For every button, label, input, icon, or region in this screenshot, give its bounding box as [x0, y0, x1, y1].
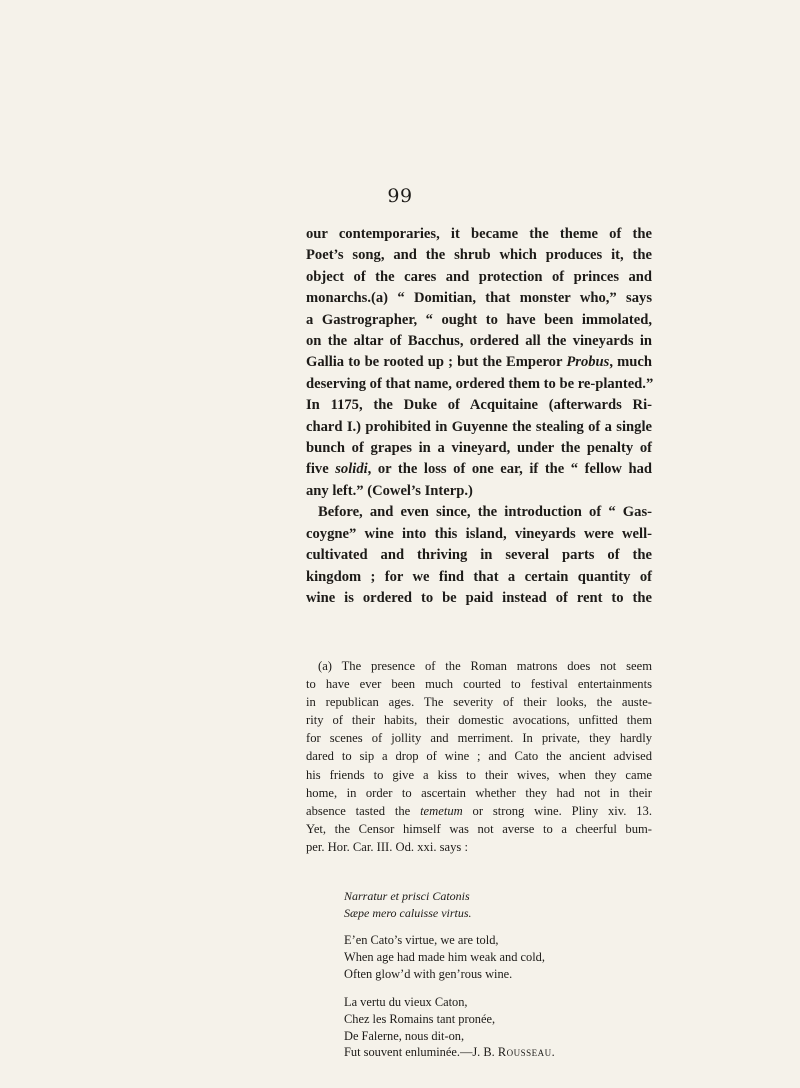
verse-line: When age had made him weak and cold,: [344, 949, 545, 964]
text-line: In 1175, the Duke of Acquitaine (afterwards Ri-: [306, 397, 652, 414]
verse-line: La vertu du vieux Caton,: [344, 995, 468, 1009]
verse-line: E’en Cato’s virtue, we are told,: [344, 933, 499, 947]
emperor-name: Probus: [566, 354, 610, 371]
footnote-line: Yet, the Censor himself was not averse to a cheerful bum-: [306, 821, 652, 836]
footnote-line: [306, 802, 652, 820]
text-line: [306, 459, 652, 480]
latin-term: temetum: [420, 803, 463, 818]
text-line: cultivated and thriving in several parts of the: [306, 547, 652, 564]
footnote-line: dared to sip a drop of wine ; and Cato the ancient advised: [306, 749, 652, 764]
text-segment: , or the loss of one ear, if the “ fellow had: [367, 461, 652, 478]
verse-author: Rousseau.: [497, 1045, 556, 1060]
verse-line: [344, 1044, 664, 1061]
verse-line: De Falerne, nous dit-on,: [344, 1028, 465, 1043]
footnote-line: (a) The presence of the Roman matrons does not seem: [318, 659, 652, 673]
text-segment: or strong wine. Pliny xiv. 13.: [462, 803, 652, 818]
verse-line: Narratur et prisci Catonis: [344, 889, 470, 903]
footnote-line: per. Hor. Car. III. Od. xxi. says :: [306, 839, 468, 854]
verse-line: Sæpe mero caluisse virtus.: [344, 905, 472, 920]
footnote-line: in republican ages. The severity of their looks, the auste-: [306, 695, 652, 710]
text-line: wine is ordered to be paid instead of rent to the: [306, 589, 652, 606]
footnote-line: home, in order to ascertain whether they had not in their: [306, 785, 652, 800]
main-paragraphs: [306, 224, 652, 609]
text-line: our contemporaries, it became the theme of the: [306, 226, 652, 242]
text-line: deserving of that name, ordered them to be re-planted.”: [306, 375, 654, 392]
english-verse: [344, 932, 664, 982]
text-line: object of the cares and protection of princes and: [306, 268, 652, 285]
text-segment: Fut souvent enluminée.—J. B.: [344, 1045, 498, 1060]
text-segment: absence tasted the: [306, 803, 421, 818]
text-line: Poet’s song, and the shrub which produces it, the: [306, 247, 652, 264]
verse-line: Chez les Romains tant pronée,: [344, 1011, 496, 1026]
text-segment: Gallia to be rooted up ; but the Emperor: [306, 354, 567, 371]
paragraph-1: [306, 224, 652, 502]
text-line: a Gastrographer, “ ought to have been immolated,: [306, 311, 652, 328]
footnote-line: rity of their habits, their domestic avocations, unfitted them: [306, 713, 652, 728]
text-segment: , much: [609, 354, 652, 371]
text-line: coygne” wine into this island, vineyards were well-: [306, 525, 652, 542]
text-line: Before, and even since, the introduction of “ Gas-: [318, 504, 652, 521]
french-verse: [344, 994, 664, 1061]
footnote-line: to have ever been much courted to festival entertainments: [306, 677, 652, 692]
footnote-line: his friends to give a kiss to their wives, when they came: [306, 767, 652, 782]
page-number: 99: [387, 185, 413, 207]
text-segment: five: [306, 461, 336, 478]
text-line: monarchs.(a) “ Domitian, that monster who,” says: [306, 290, 652, 307]
text-line: kingdom ; for we find that a certain quantity of: [306, 568, 652, 585]
text-line: [306, 352, 652, 373]
latin-verse: [344, 888, 664, 922]
text-line: any left.” (Cowel’s Interp.): [306, 482, 473, 499]
footnote-line: for scenes of jollity and merriment. In private, they hardly: [306, 731, 652, 746]
latin-term: solidi: [335, 461, 368, 478]
text-line: on the altar of Bacchus, ordered all the vineyards in: [306, 333, 652, 350]
text-line: bunch of grapes in a vineyard, under the penalty of: [306, 440, 652, 457]
paragraph-2: [306, 502, 652, 609]
text-line: chard I.) prohibited in Guyenne the stealing of a single: [306, 418, 652, 435]
footnote: [306, 657, 652, 856]
verse-line: Often glow’d with gen’rous wine.: [344, 966, 513, 981]
